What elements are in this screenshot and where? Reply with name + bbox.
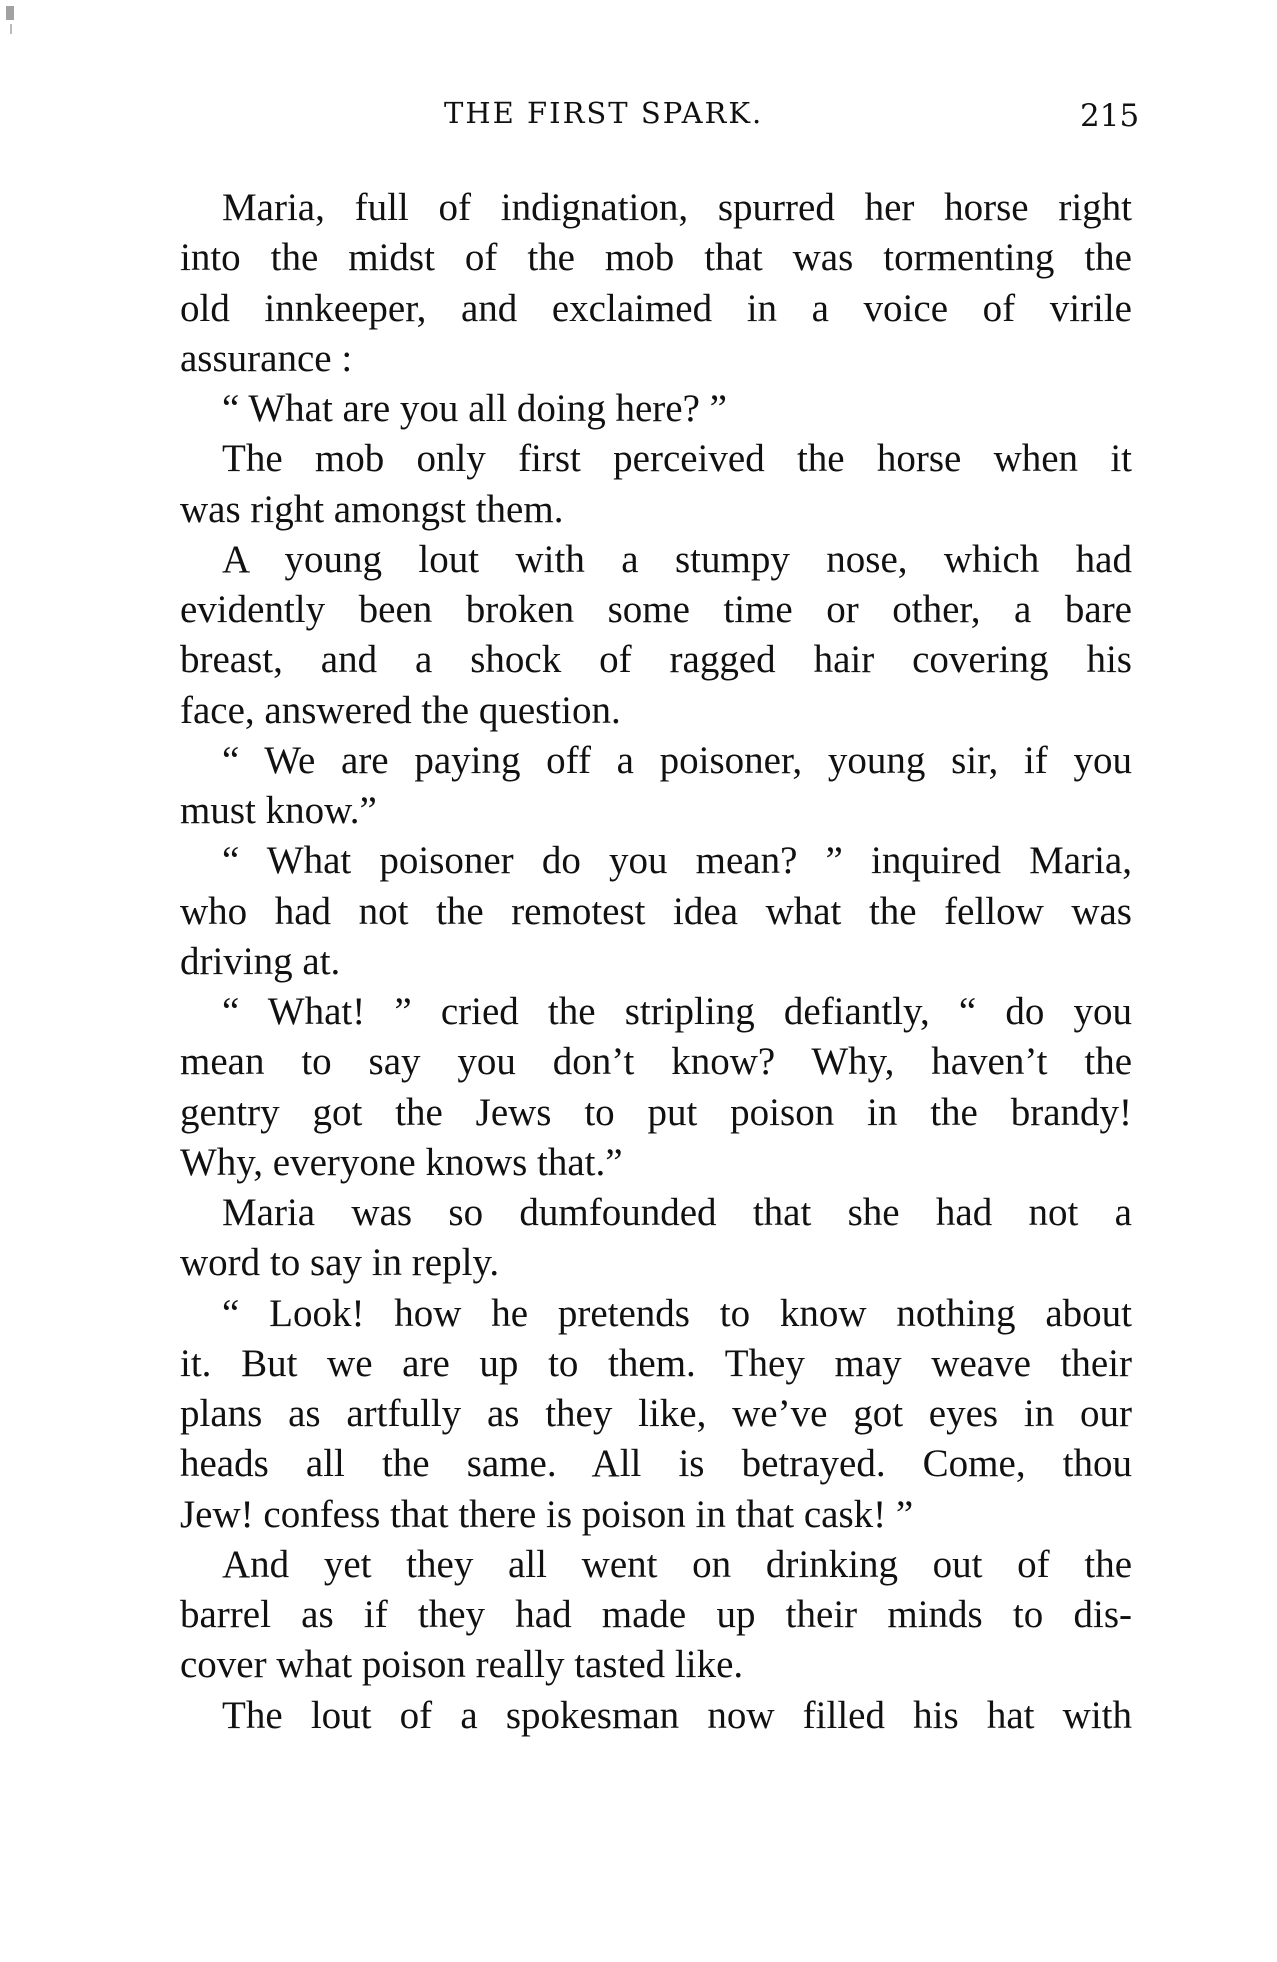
text-line: it. But we are up to them. They may weave their xyxy=(180,1341,1132,1385)
running-head-title: THE FIRST SPARK. xyxy=(444,96,764,130)
text-line: “ We are paying off a poisoner, young sir, if you xyxy=(222,738,1132,782)
text-line: evidently been broken some time or other, a bare xyxy=(180,588,1132,631)
text-line: was right amongst them. xyxy=(180,487,564,531)
text-line: assurance : xyxy=(180,336,353,380)
text-line: The mob only first perceived the horse when it xyxy=(222,437,1132,481)
text-line: “ Look! how he pretends to know nothing about xyxy=(222,1291,1132,1335)
text-line: driving at. xyxy=(180,939,341,983)
page-number: 215 xyxy=(1080,98,1140,134)
text-line: heads all the same. All is betrayed. Come, thou xyxy=(180,1442,1132,1486)
text-line: Maria, full of indignation, spurred her horse right xyxy=(222,186,1132,229)
text-line: old innkeeper, and exclaimed in a voice of virile xyxy=(180,286,1132,330)
text-line: Jew! confess that there is poison in that cask! ” xyxy=(180,1492,914,1536)
text-line: face, answered the question. xyxy=(180,688,621,732)
scan-speck xyxy=(6,6,14,20)
text-line: A young lout with a stumpy nose, which had xyxy=(222,537,1132,581)
text-line: into the midst of the mob that was tormenting the xyxy=(180,236,1132,280)
text-line: breast, and a shock of ragged hair covering his xyxy=(180,638,1132,682)
text-line: “ What are you all doing here? ” xyxy=(222,387,727,430)
text-line: must know.” xyxy=(180,789,377,832)
text-line: And yet they all went on drinking out of the xyxy=(222,1542,1132,1586)
text-line: “ What! ” cried the stripling defiantly, “ do you xyxy=(222,990,1132,1033)
text-line: word to say in reply. xyxy=(180,1241,500,1285)
text-line: Why, everyone knows that.” xyxy=(180,1140,623,1184)
text-line: mean to say you don’t know? Why, haven’t the xyxy=(180,1040,1132,1084)
text-line: cover what poison really tasted like. xyxy=(180,1643,744,1687)
text-line: gentry got the Jews to put poison in the brandy! xyxy=(180,1090,1132,1134)
text-line: barrel as if they had made up their minds to dis- xyxy=(180,1593,1132,1636)
text-line: who had not the remotest idea what the fellow was xyxy=(180,889,1132,933)
text-line: “ What poisoner do you mean? ” inquired Maria, xyxy=(222,839,1132,883)
text-line: Maria was so dumfounded that she had not a xyxy=(222,1191,1132,1234)
scan-speck xyxy=(10,24,12,34)
text-line: The lout of a spokesman now filled his hat with xyxy=(222,1693,1132,1737)
text-line: plans as artfully as they like, we’ve got eyes in our xyxy=(180,1392,1132,1435)
